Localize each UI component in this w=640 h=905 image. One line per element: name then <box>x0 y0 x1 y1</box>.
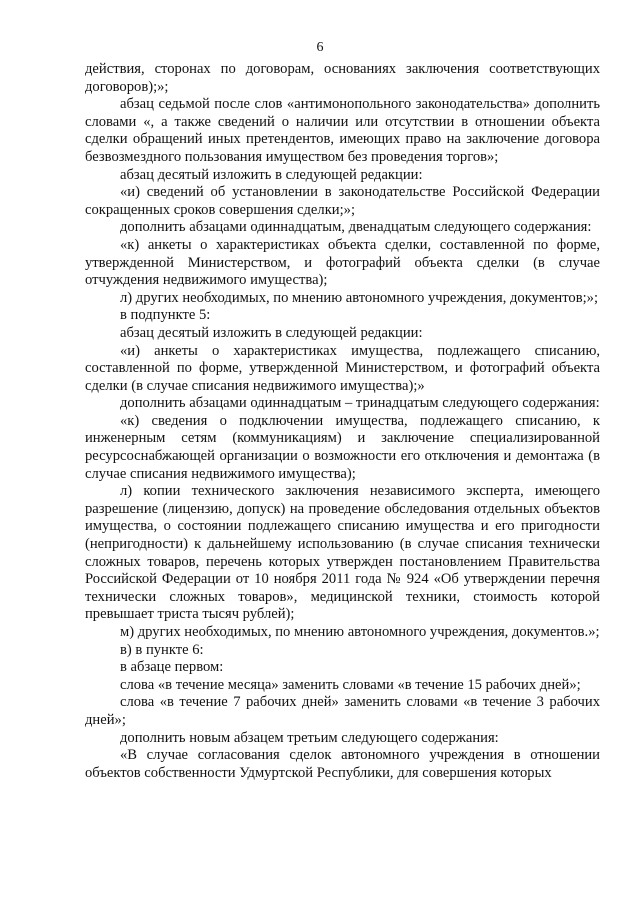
page-number: 6 <box>316 40 324 55</box>
paragraph: абзац седьмой после слов «антимонопольного законодательства» дополнить словами «, а также сведений о наличии или отсутствии в отношении объекта сделки обращений иных претендентов, имеющих право на заключение договора безвозмездного пользования имуществом без проведения торгов»; <box>85 96 600 165</box>
paragraph: слова «в течение 7 рабочих дней» заменить словами «в течение 3 рабочих дней»; <box>85 694 600 728</box>
paragraph: «В случае согласования сделок автономного учреждения в отношении объектов собственности Удмуртской Республики, для совершения которых <box>85 747 600 781</box>
paragraph: л) копии технического заключения независимого эксперта, имеющего разрешение (лицензию, допуск) на проведение обследования отдельных объектов имущества, о состоянии подлежащего списанию имущества и его пригодности (непригодности) к дальнейшему использованию (в случае списания технически сложных товаров, перечень которых утвержден постановлением Правительства Российской Федерации от 10 ноября 2011 года № 924 «Об утверждении перечня технически сложных товаров», медицинской техники, стоимость которой превышает триста тысяч рублей); <box>85 483 600 623</box>
paragraph: л) других необходимых, по мнению автономного учреждения, документов;»; <box>120 289 599 306</box>
paragraph: м) других необходимых, по мнению автономного учреждения, документов.»; <box>120 624 600 640</box>
paragraph: в) в пункте 6: <box>120 641 204 658</box>
paragraph: «к) анкеты о характеристиках объекта сделки, составленной по форме, утвержденной Министерством, и фотографий объекта сделки (в случае отчуждения недвижимого имущества); <box>85 236 600 289</box>
paragraph: действия, сторонах по договорам, основаниях заключения соответствующих договоров);»; <box>85 61 600 95</box>
paragraph: абзац десятый изложить в следующей редакции: <box>120 166 423 183</box>
document-body <box>85 61 600 782</box>
paragraph: «к) сведения о подключении имущества, подлежащего списанию, к инженерным сетям (коммуникациям) и заключение специализированной ресурсоснабжающей организации о возможности его отключения и демонтажа (в случае списания недвижимого имущества); <box>85 412 600 482</box>
paragraph: абзац десятый изложить в следующей редакции: <box>120 324 423 341</box>
paragraph: «и) анкеты о характеристиках имущества, подлежащего списанию, составленной по форме, утвержденной Министерством, и фотографий объекта сделки (в случае списания недвижимого имущества);» <box>85 342 600 394</box>
paragraph: дополнить абзацами одиннадцатым, двенадцатым следующего содержания: <box>120 219 592 236</box>
paragraph: в подпункте 5: <box>120 307 211 324</box>
paragraph: слова «в течение месяца» заменить словами «в течение 15 рабочих дней»; <box>120 676 581 693</box>
paragraph: в абзаце первом: <box>120 659 224 676</box>
paragraph: дополнить абзацами одиннадцатым – тринадцатым следующего содержания: <box>120 395 600 412</box>
paragraph: «и) сведений об установлении в законодательстве Российской Федерации сокращенных сроков совершения сделки;»; <box>85 184 600 218</box>
paragraph: дополнить новым абзацем третьим следующего содержания: <box>120 729 499 746</box>
